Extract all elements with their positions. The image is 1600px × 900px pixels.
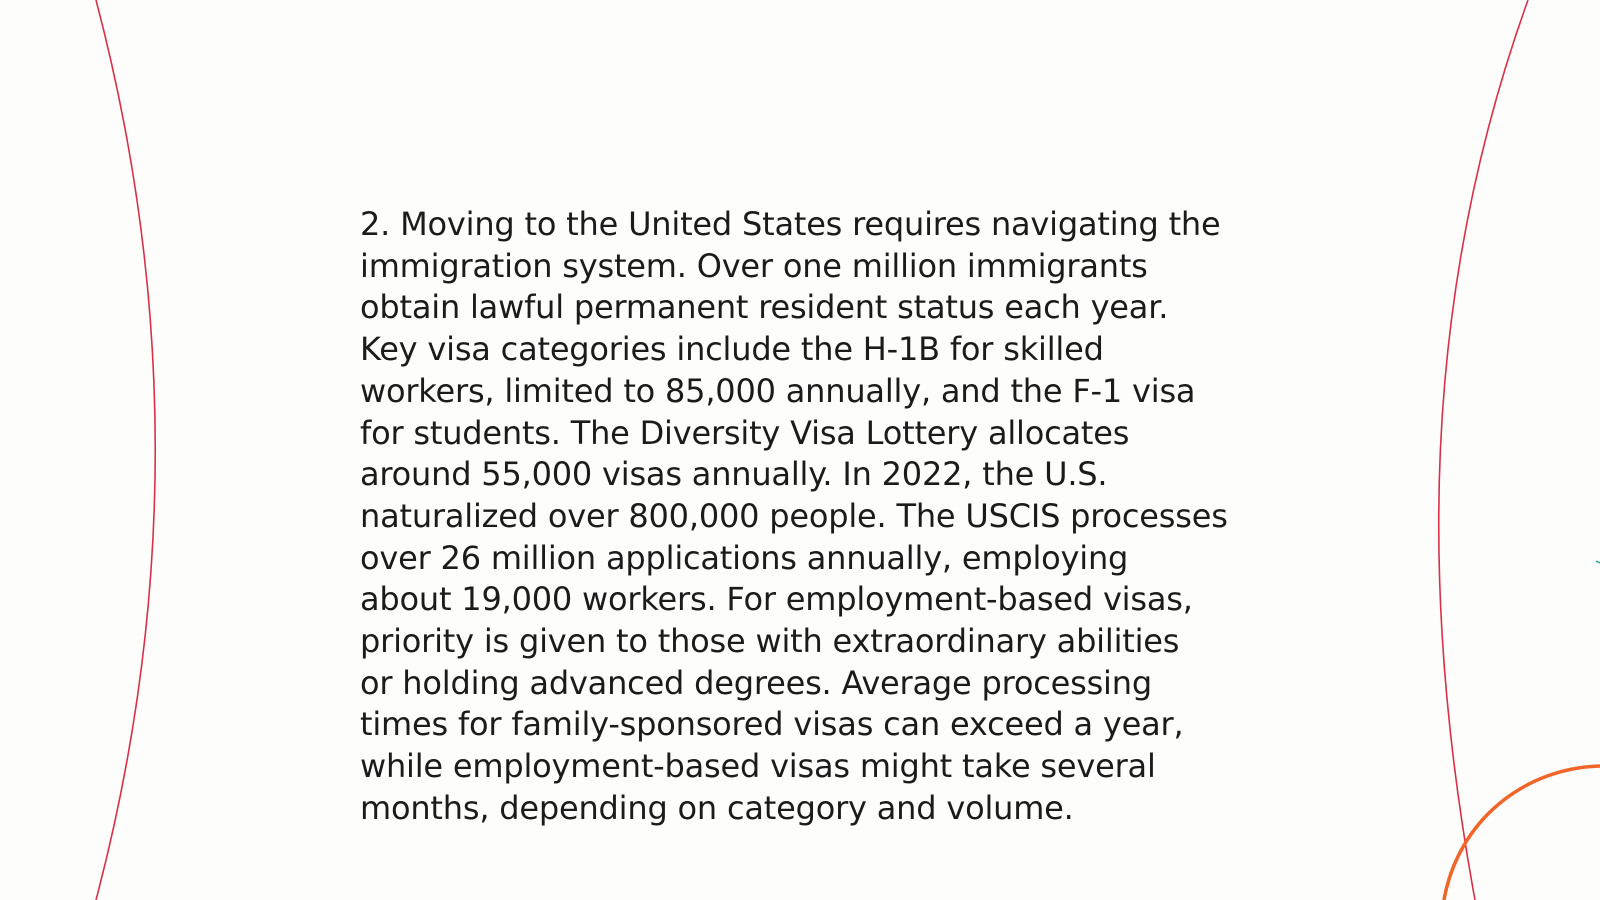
- orange-arc: [1444, 766, 1600, 900]
- text-line: around 55,000 visas annually. In 2022, the U.S.: [360, 455, 1108, 494]
- teal-mark: [1596, 561, 1600, 563]
- right-curve-line: [1439, 0, 1528, 900]
- text-line: or holding advanced degrees. Average processing: [360, 663, 1152, 702]
- text-line: about 19,000 workers. For employment-based visas,: [360, 580, 1193, 619]
- text-line: naturalized over 800,000 people. The USCIS processes: [360, 496, 1228, 535]
- text-line: obtain lawful permanent resident status each year.: [360, 288, 1169, 327]
- text-line: times for family-sponsored visas can exceed a year,: [360, 705, 1184, 744]
- text-line: for students. The Diversity Visa Lottery allocates: [360, 413, 1130, 452]
- text-line: months, depending on category and volume.: [360, 788, 1074, 827]
- text-line: priority is given to those with extraordinary abilities: [360, 622, 1180, 661]
- text-line: over 26 million applications annually, employing: [360, 538, 1129, 577]
- left-curve-line: [96, 0, 155, 900]
- text-line: immigration system. Over one million immigrants: [360, 246, 1148, 285]
- text-line: while employment-based visas might take several: [360, 747, 1156, 786]
- text-line: Key visa categories include the H-1B for skilled: [360, 330, 1104, 369]
- text-line: 2. Moving to the United States requires navigating the: [360, 205, 1221, 243]
- slide-body-text: [360, 204, 1260, 830]
- text-line: workers, limited to 85,000 annually, and the F-1 visa: [360, 371, 1196, 410]
